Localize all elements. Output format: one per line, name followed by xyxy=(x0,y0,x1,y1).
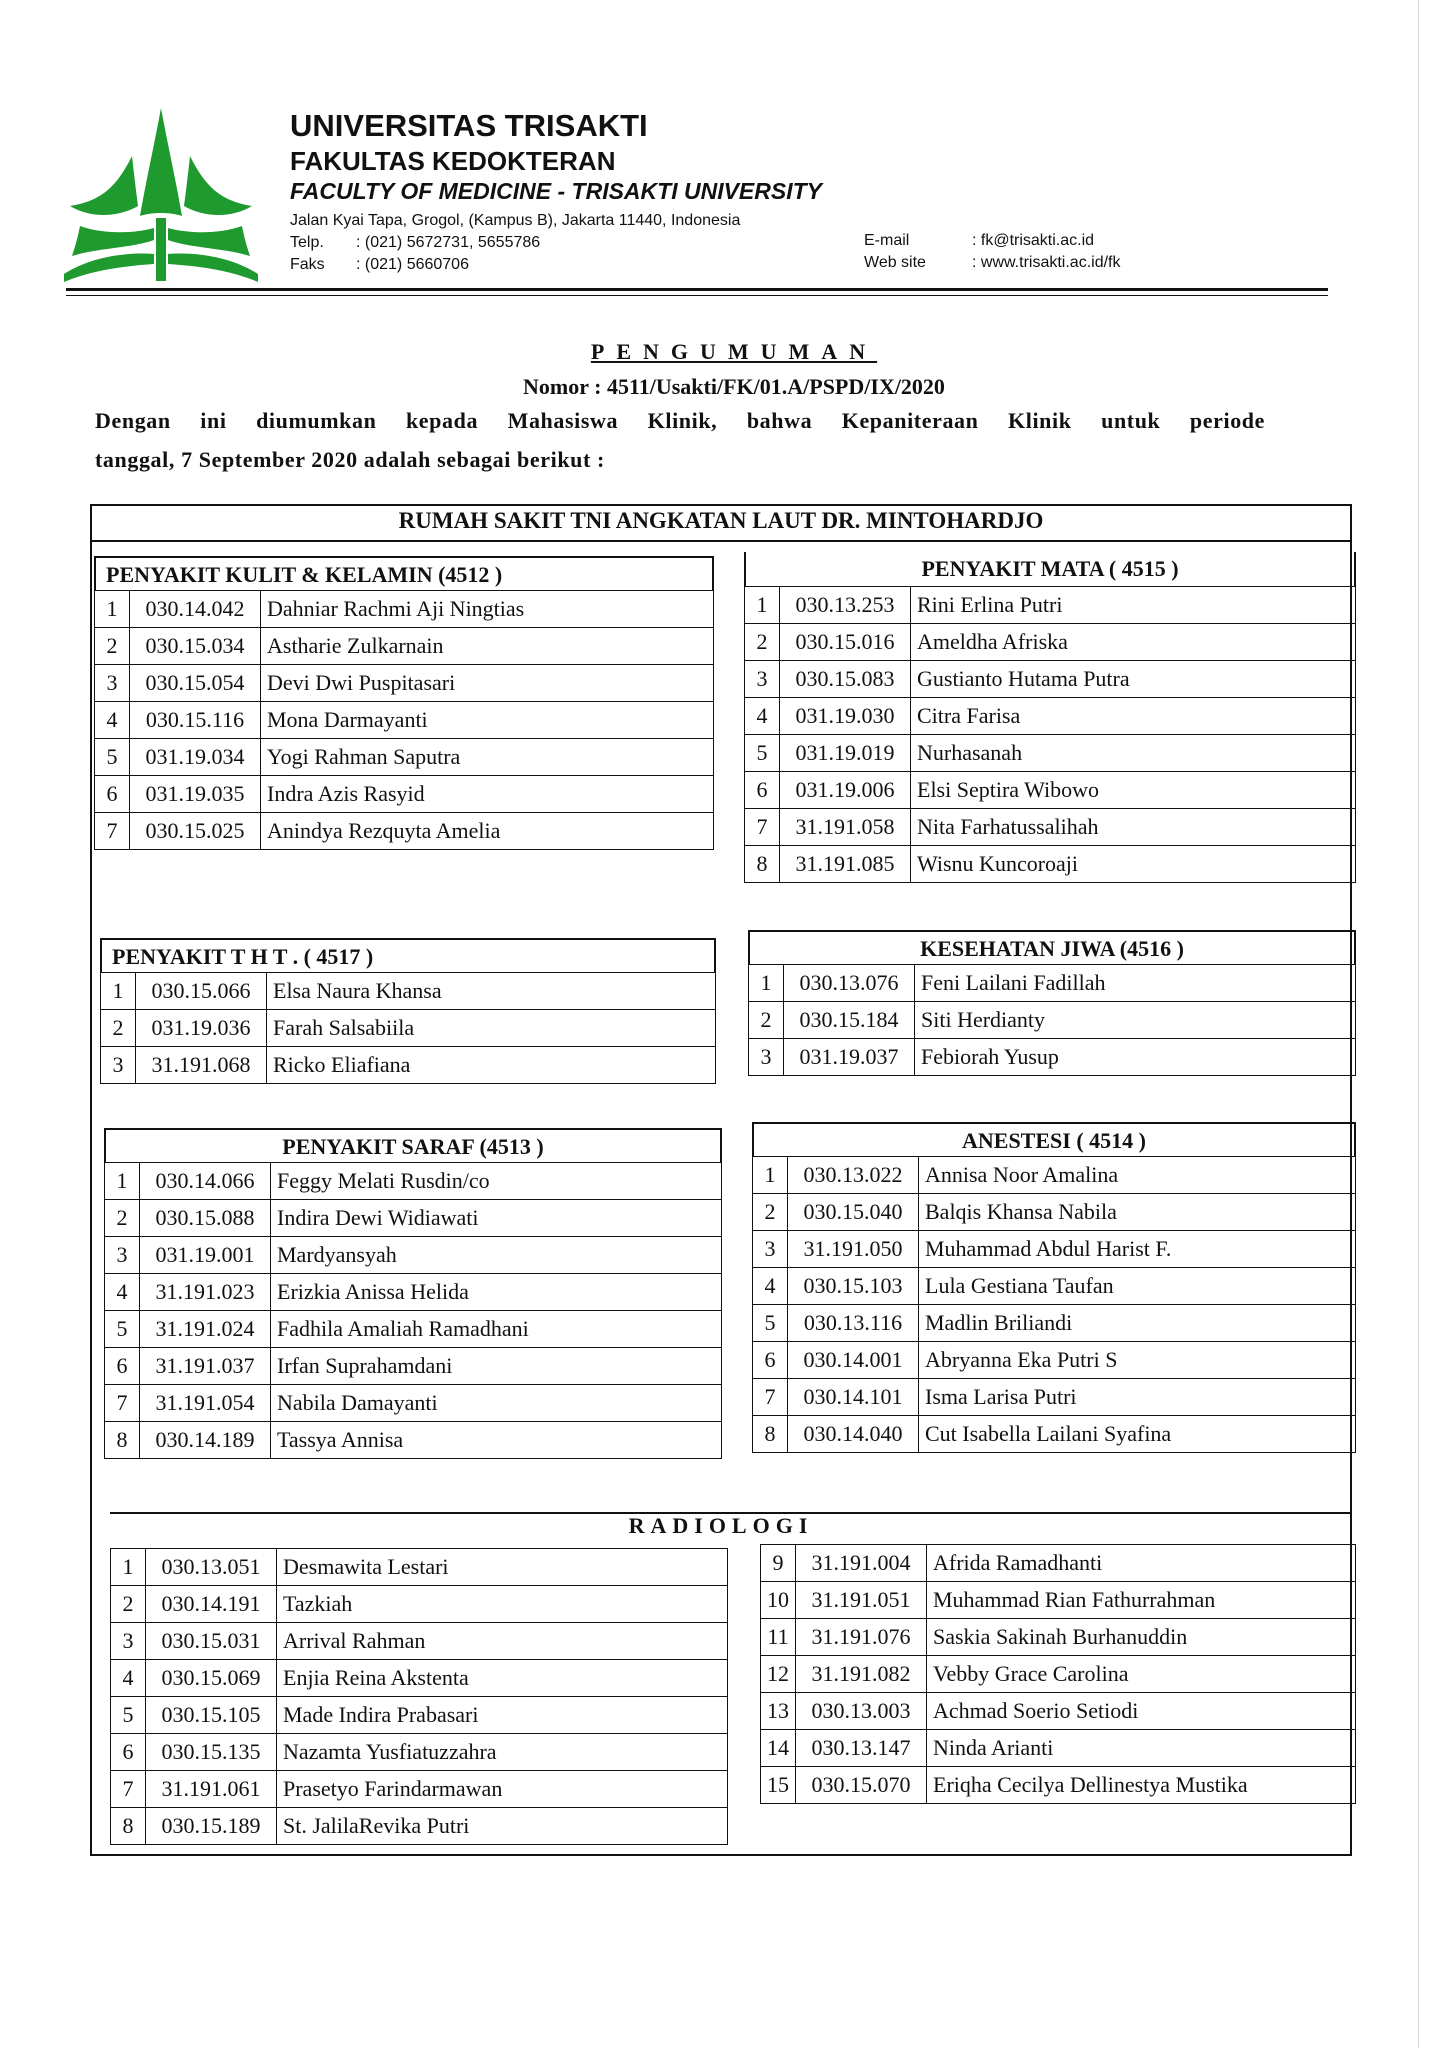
page-edge xyxy=(1418,0,1419,2048)
row-number: 4 xyxy=(111,1660,146,1697)
row-number: 2 xyxy=(111,1586,146,1623)
student-id: 030.15.189 xyxy=(146,1808,277,1845)
trisakti-logo xyxy=(62,106,260,284)
table-row xyxy=(105,1422,722,1459)
row-number: 1 xyxy=(753,1157,788,1194)
student-name: Made Indira Prabasari xyxy=(277,1697,728,1734)
row-number: 6 xyxy=(753,1342,788,1379)
student-id: 030.14.042 xyxy=(130,591,261,628)
table-row xyxy=(749,965,1356,1002)
student-name: Wisnu Kuncoroaji xyxy=(911,846,1356,883)
table-row xyxy=(95,813,714,850)
student-name: Ameldha Afriska xyxy=(911,624,1356,661)
section-radiologi-left xyxy=(110,1548,728,1845)
row-number: 7 xyxy=(753,1379,788,1416)
row-number: 1 xyxy=(745,587,780,624)
table-row xyxy=(761,1582,1356,1619)
table-row xyxy=(745,661,1356,698)
table-row xyxy=(745,624,1356,661)
section-title: PENYAKIT MATA ( 4515 ) xyxy=(744,552,1356,586)
hospital-name: RUMAH SAKIT TNI ANGKATAN LAUT DR. MINTOHARDJO xyxy=(398,508,1044,533)
student-name: Abryanna Eka Putri S xyxy=(919,1342,1356,1379)
student-id: 030.13.022 xyxy=(788,1157,919,1194)
table-row xyxy=(95,628,714,665)
row-number: 1 xyxy=(105,1163,140,1200)
row-number: 8 xyxy=(105,1422,140,1459)
student-id: 31.191.068 xyxy=(136,1047,267,1084)
student-name: Nita Farhatussalihah xyxy=(911,809,1356,846)
table-row xyxy=(105,1274,722,1311)
table-row xyxy=(111,1660,728,1697)
row-number: 13 xyxy=(761,1693,796,1730)
student-name: Fadhila Amaliah Ramadhani xyxy=(271,1311,722,1348)
table-row xyxy=(761,1619,1356,1656)
student-id: 030.14.191 xyxy=(146,1586,277,1623)
row-number: 6 xyxy=(745,772,780,809)
student-name: Vebby Grace Carolina xyxy=(927,1656,1356,1693)
row-number: 4 xyxy=(105,1274,140,1311)
student-name: Tassya Annisa xyxy=(271,1422,722,1459)
table-row xyxy=(105,1385,722,1422)
row-number: 7 xyxy=(95,813,130,850)
student-id: 31.191.004 xyxy=(796,1545,927,1582)
section-title: PENYAKIT KULIT & KELAMIN (4512 ) xyxy=(94,556,714,590)
student-id: 030.15.054 xyxy=(130,665,261,702)
student-name: Lula Gestiana Taufan xyxy=(919,1268,1356,1305)
row-number: 3 xyxy=(745,661,780,698)
table-row xyxy=(761,1656,1356,1693)
student-id: 030.14.101 xyxy=(788,1379,919,1416)
student-name: Annisa Noor Amalina xyxy=(919,1157,1356,1194)
row-number: 8 xyxy=(745,846,780,883)
table-row xyxy=(111,1734,728,1771)
fax-value: : (021) 5660706 xyxy=(356,256,469,273)
student-id: 030.14.040 xyxy=(788,1416,919,1453)
row-number: 3 xyxy=(753,1231,788,1268)
faculty-name-english: FACULTY OF MEDICINE - TRISAKTI UNIVERSITY xyxy=(290,178,822,204)
table-row xyxy=(753,1342,1356,1379)
row-number: 5 xyxy=(753,1305,788,1342)
section-title: PENYAKIT T H T . ( 4517 ) xyxy=(100,938,716,972)
student-id: 031.19.001 xyxy=(140,1237,271,1274)
table-row xyxy=(101,973,716,1010)
student-name: Mona Darmayanti xyxy=(261,702,714,739)
university-name: UNIVERSITAS TRISAKTI xyxy=(290,108,648,143)
table-row xyxy=(745,809,1356,846)
student-id: 030.15.069 xyxy=(146,1660,277,1697)
student-id: 030.15.025 xyxy=(130,813,261,850)
student-name: Siti Herdianty xyxy=(915,1002,1356,1039)
student-name: Devi Dwi Puspitasari xyxy=(261,665,714,702)
student-id: 030.13.116 xyxy=(788,1305,919,1342)
website-label: Web site xyxy=(864,254,926,271)
table-row xyxy=(753,1305,1356,1342)
website-value: : www.trisakti.ac.id/fk xyxy=(972,254,1121,271)
section-title: KESEHATAN JIWA (4516 ) xyxy=(748,930,1356,964)
section-kulit-kelamin xyxy=(94,556,714,850)
table-row xyxy=(95,776,714,813)
student-id: 31.191.050 xyxy=(788,1231,919,1268)
student-id: 31.191.058 xyxy=(780,809,911,846)
intro-line-2: tanggal, 7 September 2020 adalah sebagai berikut : xyxy=(95,447,605,472)
student-id: 031.19.019 xyxy=(780,735,911,772)
section-radiologi-right xyxy=(760,1544,1356,1804)
student-id: 031.19.034 xyxy=(130,739,261,776)
student-id: 030.14.066 xyxy=(140,1163,271,1200)
student-id: 31.191.051 xyxy=(796,1582,927,1619)
student-name: Rini Erlina Putri xyxy=(911,587,1356,624)
student-name: Feni Lailani Fadillah xyxy=(915,965,1356,1002)
student-id: 030.13.076 xyxy=(784,965,915,1002)
student-name: Isma Larisa Putri xyxy=(919,1379,1356,1416)
student-name: Balqis Khansa Nabila xyxy=(919,1194,1356,1231)
student-id: 030.15.135 xyxy=(146,1734,277,1771)
email-label: E-mail xyxy=(864,232,910,249)
student-name: Cut Isabella Lailani Syafina xyxy=(919,1416,1356,1453)
hospital-rule xyxy=(90,540,1352,542)
table-row xyxy=(761,1545,1356,1582)
table-row xyxy=(753,1194,1356,1231)
student-id: 031.19.030 xyxy=(780,698,911,735)
table-row xyxy=(95,739,714,776)
student-id: 030.15.066 xyxy=(136,973,267,1010)
student-id: 31.191.076 xyxy=(796,1619,927,1656)
student-name: Madlin Briliandi xyxy=(919,1305,1356,1342)
student-id: 031.19.035 xyxy=(130,776,261,813)
table-row xyxy=(745,735,1356,772)
row-number: 3 xyxy=(749,1039,784,1076)
header-rule-thin xyxy=(66,295,1328,296)
student-id: 31.191.082 xyxy=(796,1656,927,1693)
announcement-number: Nomor : 4511/Usakti/FK/01.A/PSPD/IX/2020 xyxy=(523,374,945,399)
table-row xyxy=(105,1311,722,1348)
table-row xyxy=(111,1771,728,1808)
student-id: 030.15.031 xyxy=(146,1623,277,1660)
row-number: 6 xyxy=(105,1348,140,1385)
student-id: 030.14.189 xyxy=(140,1422,271,1459)
table-row xyxy=(105,1237,722,1274)
row-number: 3 xyxy=(101,1047,136,1084)
student-table xyxy=(760,1544,1356,1804)
row-number: 11 xyxy=(761,1619,796,1656)
student-id: 031.19.036 xyxy=(136,1010,267,1047)
student-name: Eriqha Cecilya Dellinestya Mustika xyxy=(927,1767,1356,1804)
student-name: Achmad Soerio Setiodi xyxy=(927,1693,1356,1730)
student-name: Febiorah Yusup xyxy=(915,1039,1356,1076)
row-number: 5 xyxy=(95,739,130,776)
row-number: 2 xyxy=(95,628,130,665)
student-name: Nurhasanah xyxy=(911,735,1356,772)
section-kesehatan-jiwa xyxy=(748,930,1356,1076)
student-id: 030.15.034 xyxy=(130,628,261,665)
table-row xyxy=(761,1693,1356,1730)
section-anestesi xyxy=(752,1122,1356,1453)
student-name: Desmawita Lestari xyxy=(277,1549,728,1586)
table-row xyxy=(745,587,1356,624)
section-title-radiologi: RADIOLOGI xyxy=(628,1513,814,1538)
student-name: Mardyansyah xyxy=(271,1237,722,1274)
table-row xyxy=(101,1010,716,1047)
student-id: 030.15.184 xyxy=(784,1002,915,1039)
row-number: 5 xyxy=(111,1697,146,1734)
row-number: 2 xyxy=(749,1002,784,1039)
table-row xyxy=(745,846,1356,883)
student-name: Ninda Arianti xyxy=(927,1730,1356,1767)
row-number: 14 xyxy=(761,1730,796,1767)
student-name: Gustianto Hutama Putra xyxy=(911,661,1356,698)
table-row xyxy=(753,1268,1356,1305)
section-tht xyxy=(100,938,716,1084)
table-row xyxy=(753,1231,1356,1268)
row-number: 8 xyxy=(753,1416,788,1453)
table-row xyxy=(111,1697,728,1734)
student-id: 031.19.037 xyxy=(784,1039,915,1076)
table-row xyxy=(95,665,714,702)
table-row xyxy=(749,1039,1356,1076)
student-name: Elsi Septira Wibowo xyxy=(911,772,1356,809)
row-number: 1 xyxy=(111,1549,146,1586)
student-id: 030.15.103 xyxy=(788,1268,919,1305)
student-name: Dahniar Rachmi Aji Ningtias xyxy=(261,591,714,628)
table-row xyxy=(749,1002,1356,1039)
student-id: 030.15.116 xyxy=(130,702,261,739)
student-name: Prasetyo Farindarmawan xyxy=(277,1771,728,1808)
student-name: Tazkiah xyxy=(277,1586,728,1623)
section-mata xyxy=(744,552,1356,883)
student-name: Farah Salsabiila xyxy=(267,1010,716,1047)
student-id: 030.15.105 xyxy=(146,1697,277,1734)
table-row xyxy=(761,1730,1356,1767)
student-name: Ricko Eliafiana xyxy=(267,1047,716,1084)
student-name: Irfan Suprahamdani xyxy=(271,1348,722,1385)
table-row xyxy=(753,1379,1356,1416)
intro-line-1: Dengan ini diumumkan kepada Mahasiswa Klinik, bahwa Kepaniteraan Klinik untuk periode xyxy=(95,408,1265,433)
student-name: Afrida Ramadhanti xyxy=(927,1545,1356,1582)
table-row xyxy=(745,698,1356,735)
student-id: 030.13.051 xyxy=(146,1549,277,1586)
row-number: 3 xyxy=(111,1623,146,1660)
row-number: 2 xyxy=(105,1200,140,1237)
row-number: 10 xyxy=(761,1582,796,1619)
row-number: 3 xyxy=(95,665,130,702)
section-title: PENYAKIT SARAF (4513 ) xyxy=(104,1128,722,1162)
row-number: 12 xyxy=(761,1656,796,1693)
table-row xyxy=(761,1767,1356,1804)
header-rule-thick xyxy=(66,288,1328,291)
student-name: Indira Dewi Widiawati xyxy=(271,1200,722,1237)
student-name: Arrival Rahman xyxy=(277,1623,728,1660)
row-number: 7 xyxy=(111,1771,146,1808)
section-title: ANESTESI ( 4514 ) xyxy=(752,1122,1356,1156)
student-id: 31.191.061 xyxy=(146,1771,277,1808)
row-number: 9 xyxy=(761,1545,796,1582)
student-name: Anindya Rezquyta Amelia xyxy=(261,813,714,850)
row-number: 1 xyxy=(95,591,130,628)
fax-label: Faks xyxy=(290,256,325,273)
student-table xyxy=(748,964,1356,1076)
student-id: 030.15.016 xyxy=(780,624,911,661)
row-number: 4 xyxy=(745,698,780,735)
student-name: Enjia Reina Akstenta xyxy=(277,1660,728,1697)
table-row xyxy=(105,1163,722,1200)
student-id: 031.19.006 xyxy=(780,772,911,809)
student-name: Saskia Sakinah Burhanuddin xyxy=(927,1619,1356,1656)
row-number: 15 xyxy=(761,1767,796,1804)
row-number: 6 xyxy=(111,1734,146,1771)
student-name: Elsa Naura Khansa xyxy=(267,973,716,1010)
student-name: Muhammad Rian Fathurrahman xyxy=(927,1582,1356,1619)
row-number: 1 xyxy=(749,965,784,1002)
phone-label: Telp. xyxy=(290,234,324,251)
student-table xyxy=(752,1156,1356,1453)
table-row xyxy=(753,1157,1356,1194)
student-id: 030.13.147 xyxy=(796,1730,927,1767)
section-saraf xyxy=(104,1128,722,1459)
address: Jalan Kyai Tapa, Grogol, (Kampus B), Jakarta 11440, Indonesia xyxy=(290,212,741,229)
student-id: 030.15.070 xyxy=(796,1767,927,1804)
row-number: 6 xyxy=(95,776,130,813)
student-table xyxy=(100,972,716,1084)
student-name: Feggy Melati Rusdin/co xyxy=(271,1163,722,1200)
table-row xyxy=(745,772,1356,809)
table-row xyxy=(111,1623,728,1660)
student-table xyxy=(744,586,1356,883)
table-row xyxy=(111,1549,728,1586)
row-number: 5 xyxy=(745,735,780,772)
student-id: 030.15.040 xyxy=(788,1194,919,1231)
row-number: 2 xyxy=(753,1194,788,1231)
student-name: Muhammad Abdul Harist F. xyxy=(919,1231,1356,1268)
email-value: : fk@trisakti.ac.id xyxy=(972,232,1095,249)
row-number: 4 xyxy=(753,1268,788,1305)
student-name: St. JalilaRevika Putri xyxy=(277,1808,728,1845)
student-id: 31.191.037 xyxy=(140,1348,271,1385)
student-name: Citra Farisa xyxy=(911,698,1356,735)
student-name: Astharie Zulkarnain xyxy=(261,628,714,665)
table-row xyxy=(95,591,714,628)
student-id: 030.13.003 xyxy=(796,1693,927,1730)
student-id: 31.191.085 xyxy=(780,846,911,883)
announcement-title: PENGUMUMAN xyxy=(590,339,878,364)
student-id: 030.13.253 xyxy=(780,587,911,624)
faculty-name: FAKULTAS KEDOKTERAN xyxy=(290,146,616,176)
table-row xyxy=(105,1200,722,1237)
student-name: Yogi Rahman Saputra xyxy=(261,739,714,776)
student-name: Nazamta Yusfiatuzzahra xyxy=(277,1734,728,1771)
row-number: 5 xyxy=(105,1311,140,1348)
table-row xyxy=(95,702,714,739)
row-number: 2 xyxy=(745,624,780,661)
student-id: 31.191.054 xyxy=(140,1385,271,1422)
row-number: 3 xyxy=(105,1237,140,1274)
row-number: 7 xyxy=(745,809,780,846)
phone-value: : (021) 5672731, 5655786 xyxy=(356,234,541,251)
table-row xyxy=(753,1416,1356,1453)
row-number: 2 xyxy=(101,1010,136,1047)
student-id: 31.191.023 xyxy=(140,1274,271,1311)
student-name: Indra Azis Rasyid xyxy=(261,776,714,813)
student-table xyxy=(110,1548,728,1845)
student-id: 030.14.001 xyxy=(788,1342,919,1379)
table-row xyxy=(101,1047,716,1084)
table-row xyxy=(111,1808,728,1845)
student-table xyxy=(104,1162,722,1459)
table-row xyxy=(105,1348,722,1385)
student-id: 030.15.088 xyxy=(140,1200,271,1237)
row-number: 7 xyxy=(105,1385,140,1422)
student-name: Nabila Damayanti xyxy=(271,1385,722,1422)
row-number: 4 xyxy=(95,702,130,739)
student-id: 31.191.024 xyxy=(140,1311,271,1348)
student-name: Erizkia Anissa Helida xyxy=(271,1274,722,1311)
row-number: 8 xyxy=(111,1808,146,1845)
student-table xyxy=(94,590,714,850)
student-id: 030.15.083 xyxy=(780,661,911,698)
table-row xyxy=(111,1586,728,1623)
row-number: 1 xyxy=(101,973,136,1010)
